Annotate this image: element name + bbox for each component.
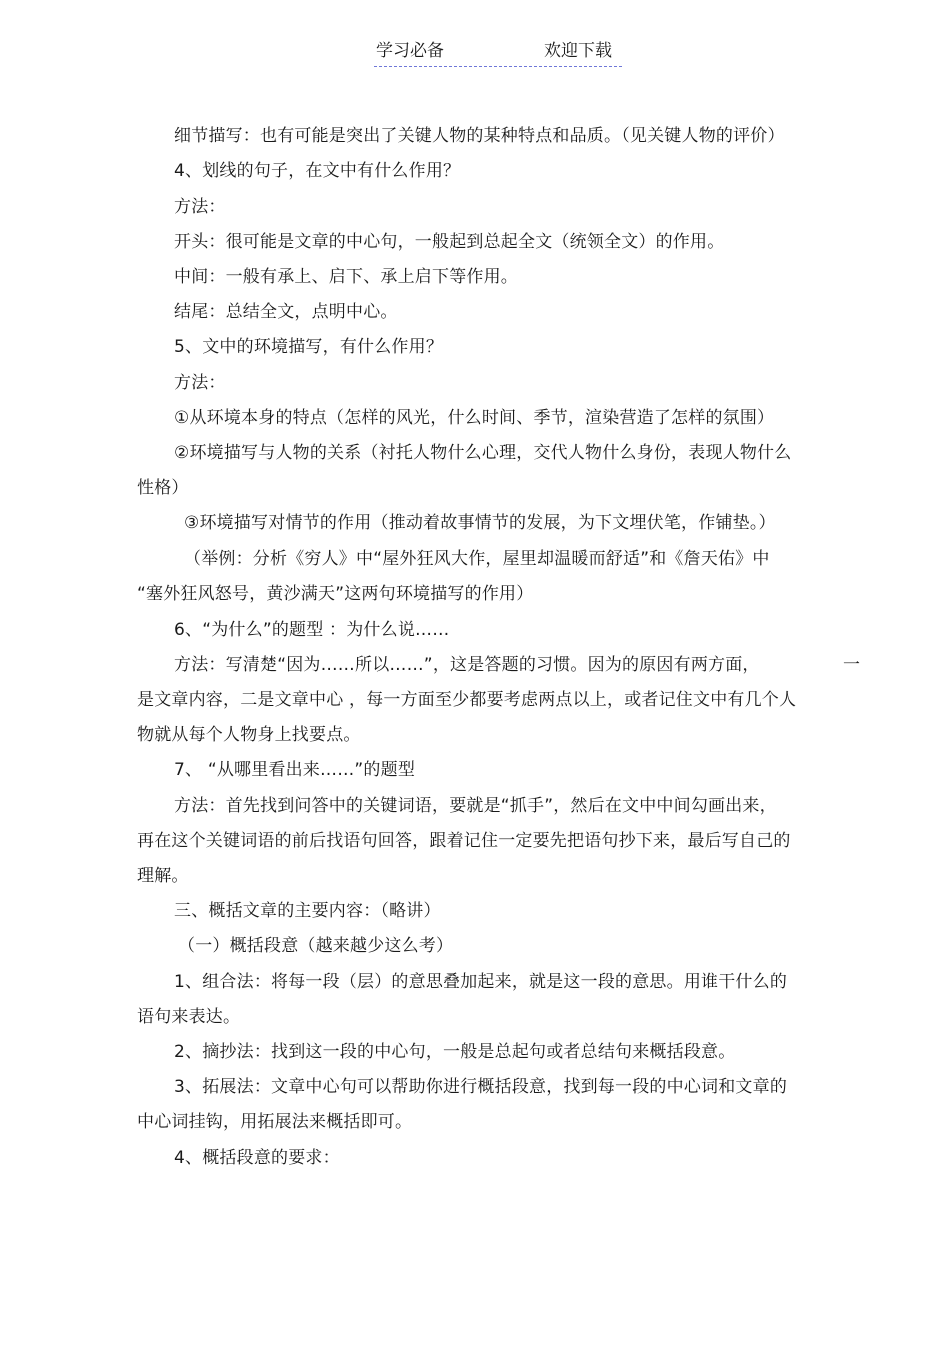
text-line: 方法： (174, 197, 226, 217)
text-line: （举例：分析《穷人》中“屋外狂风大作，屋里却温暖而舒适”和《詹天佑》中 (184, 549, 770, 569)
text-line: 中心词挂钩，用拓展法来概括即可。 (137, 1112, 413, 1132)
stray-character: 一 (843, 655, 860, 675)
text-line: 中间：一般有承上、启下、承上启下等作用。 (174, 267, 518, 287)
text-line: 三、概括文章的主要内容：（略讲） (174, 901, 441, 921)
text-line: 开头：很可能是文章的中心句，一般起到总起全文（统领全文）的作用。 (174, 232, 725, 252)
text-line: 性格） (137, 478, 189, 498)
text-line: 5、文中的环境描写，有什么作用？ (174, 337, 444, 357)
text-line: 细节描写：也有可能是突出了关键人物的某种特点和品质。（见关键人物的评价） (174, 126, 785, 146)
text-line: “塞外狂风怒号，黄沙满天”这两句环境描写的作用） (137, 584, 534, 604)
text-line: ①从环境本身的特点（怎样的风光，什么时间、季节，渲染营造了怎样的氛围） (174, 408, 775, 428)
text-line: 方法：写清楚“因为……所以……”，这是答题的习惯。因为的原因有两方面， (174, 655, 760, 675)
text-line: 再在这个关键词语的前后找语句回答，跟着记住一定要先把语句抄下来，最后写自己的 (137, 831, 791, 851)
text-line: ③环境描写对情节的作用（推动着故事情节的发展，为下文埋伏笔，作铺垫。） (184, 513, 776, 533)
text-line: 3、拓展法：文章中心句可以帮助你进行概括段意，找到每一段的中心词和文章的 (174, 1077, 788, 1097)
header-left-text: 学习必备 (376, 41, 444, 61)
text-line: 结尾：总结全文，点明中心。 (174, 302, 398, 322)
text-line: 4、概括段意的要求： (174, 1148, 340, 1168)
text-line: 2、摘抄法：找到这一段的中心句，一般是总起句或者总结句来概括段意。 (174, 1042, 736, 1062)
text-line: ②环境描写与人物的关系（衬托人物什么心理，交代人物什么身份，表现人物什么 (174, 443, 792, 463)
header-right-text: 欢迎下载 (544, 41, 612, 61)
text-line: 1、组合法：将每一段（层）的意思叠加起来，就是这一段的意思。用谁干什么的 (174, 972, 788, 992)
text-line: 6、“为什么”的题型 ：为什么说…… (174, 620, 450, 640)
text-line: 物就从每个人物身上找要点。 (137, 725, 361, 745)
text-line: 语句来表达。 (137, 1007, 241, 1027)
text-line: 7、 “从哪里看出来……”的题型 (174, 760, 416, 780)
text-line: 4、划线的句子，在文中有什么作用？ (174, 161, 461, 181)
text-line: 理解。 (137, 866, 189, 886)
text-line: 方法： (174, 373, 226, 393)
text-line: 方法：首先找到问答中的关键词语，要就是“抓手”，然后在文中中间勾画出来， (174, 796, 777, 816)
page-header (374, 40, 622, 67)
text-line: 是文章内容，二是文章中心 ，每一方面至少都要考虑两点以上，或者记住文中有几个人 (137, 690, 797, 710)
text-line: （一）概括段意（越来越少这么考） (178, 936, 454, 956)
